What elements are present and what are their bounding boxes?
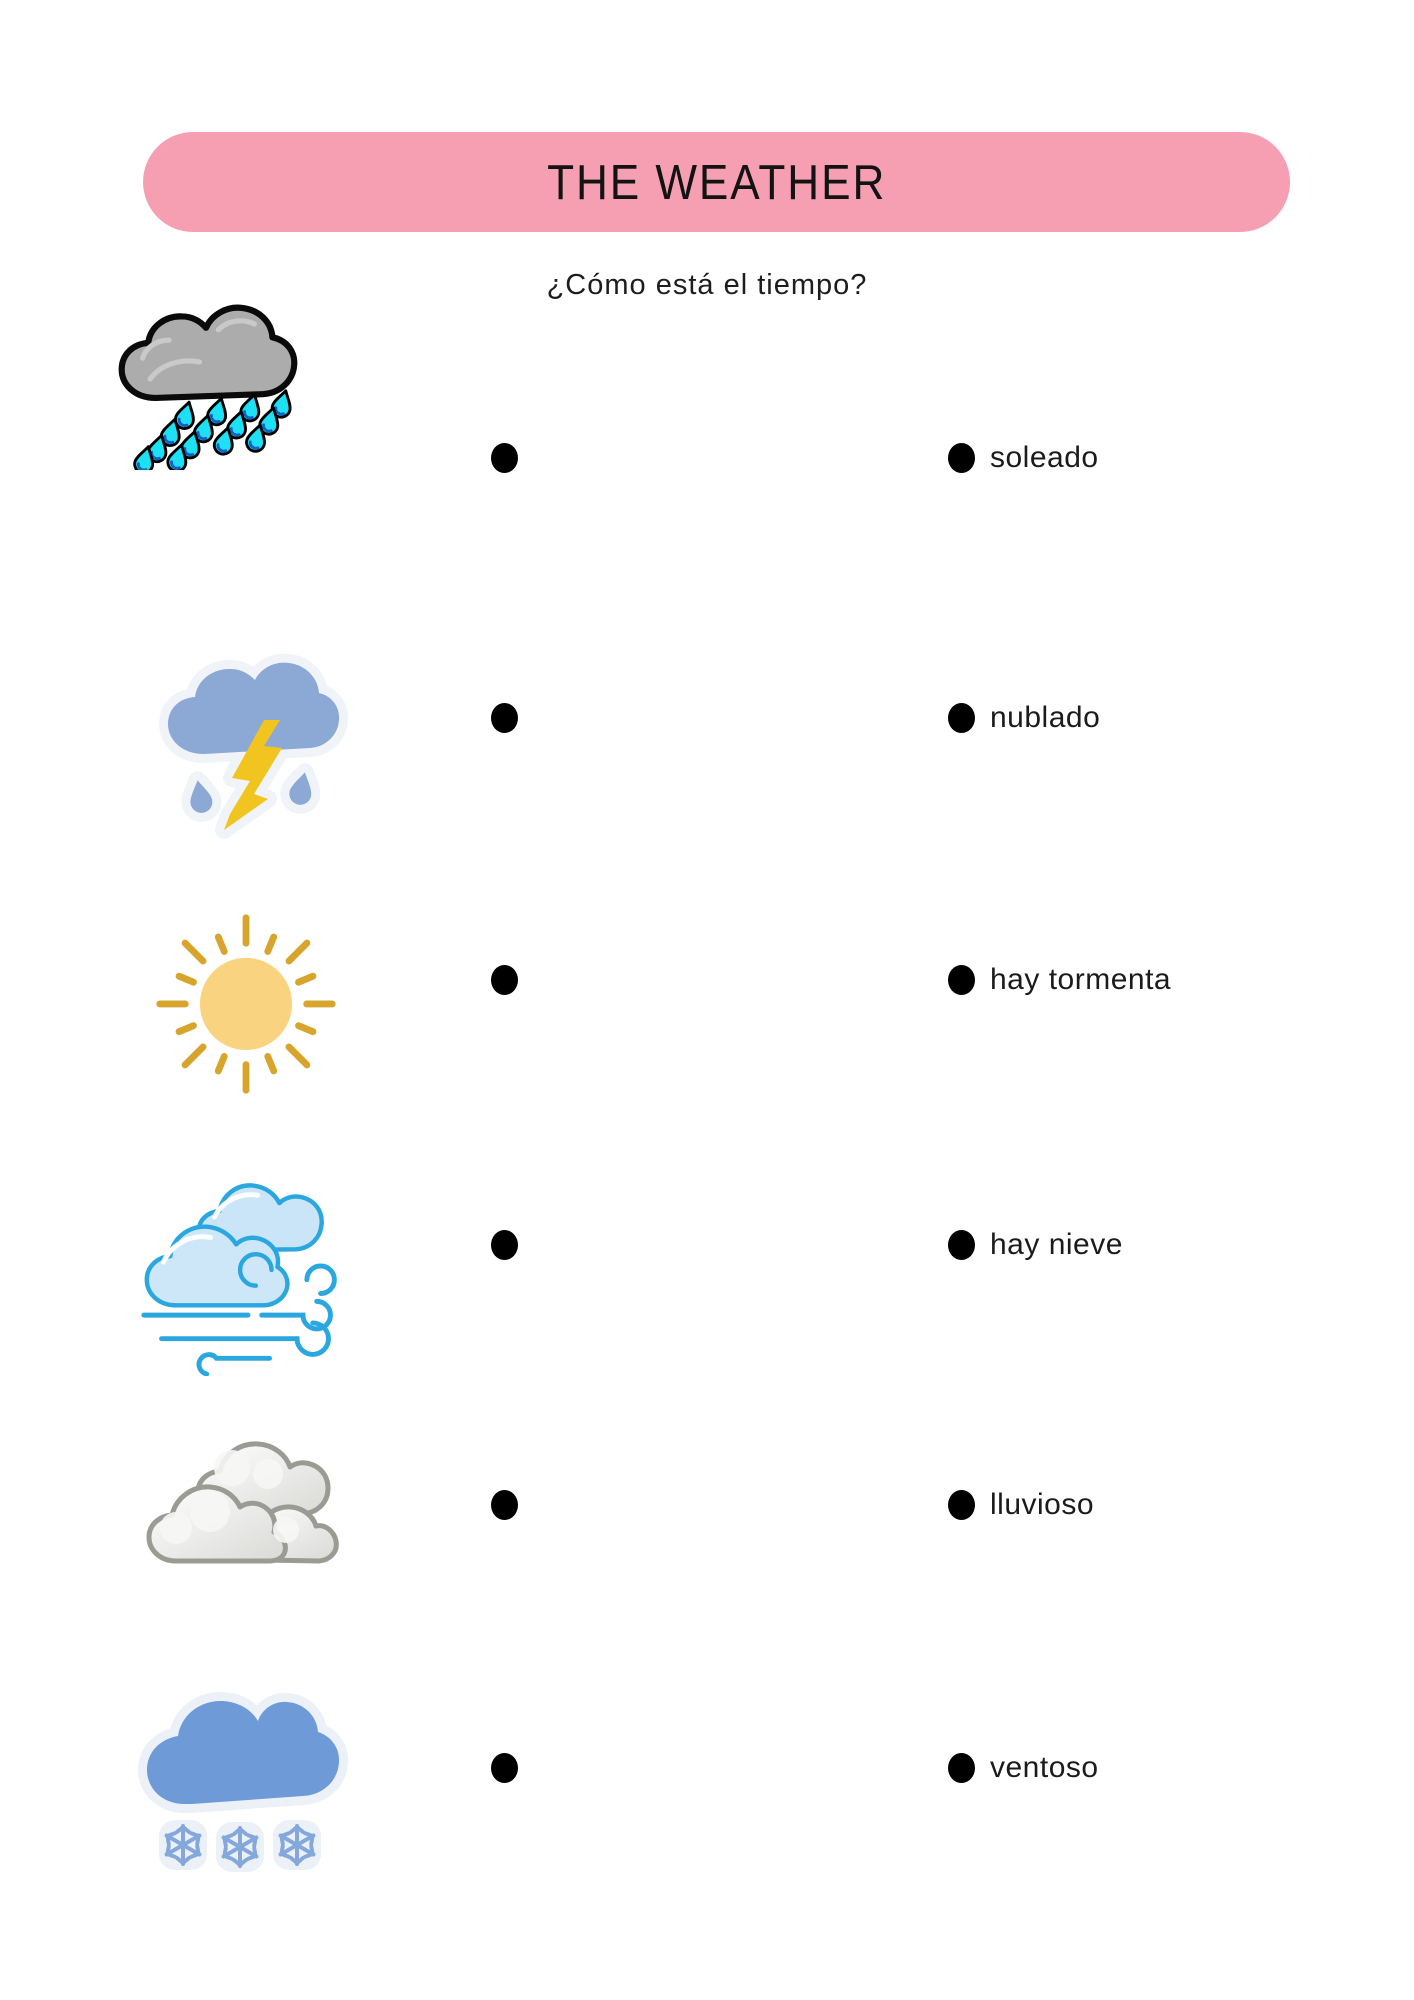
snow-cloud-icon — [126, 1656, 352, 1882]
word-label: hay tormenta — [990, 963, 1172, 996]
windy-clouds-icon — [132, 1156, 358, 1376]
connector-dot-right[interactable] — [948, 443, 975, 473]
word-label: hay nieve — [990, 1228, 1123, 1261]
word-label: soleado — [990, 441, 1099, 474]
connector-dot-right[interactable] — [948, 965, 975, 995]
connector-dot-left[interactable] — [491, 1490, 518, 1520]
title-banner — [143, 132, 1290, 232]
rain-cloud-icon — [112, 288, 302, 470]
sun-icon — [148, 906, 344, 1098]
connector-dot-right[interactable] — [948, 1230, 975, 1260]
connector-dot-right[interactable] — [948, 1490, 975, 1520]
word-label: nublado — [990, 701, 1101, 734]
connector-dot-left[interactable] — [491, 443, 518, 473]
overcast-clouds-icon — [136, 1424, 356, 1594]
word-label: ventoso — [990, 1751, 1099, 1784]
connector-dot-left[interactable] — [491, 703, 518, 733]
page-title: THE WEATHER — [546, 154, 887, 210]
subtitle-question: ¿Cómo está el tiempo? — [546, 269, 868, 301]
connector-dot-left[interactable] — [491, 965, 518, 995]
connector-dot-right[interactable] — [948, 1753, 975, 1783]
word-label: lluvioso — [990, 1488, 1095, 1521]
connector-dot-left[interactable] — [491, 1230, 518, 1260]
connector-dot-right[interactable] — [948, 703, 975, 733]
connector-dot-left[interactable] — [491, 1753, 518, 1783]
storm-cloud-lightning-icon — [150, 636, 350, 840]
